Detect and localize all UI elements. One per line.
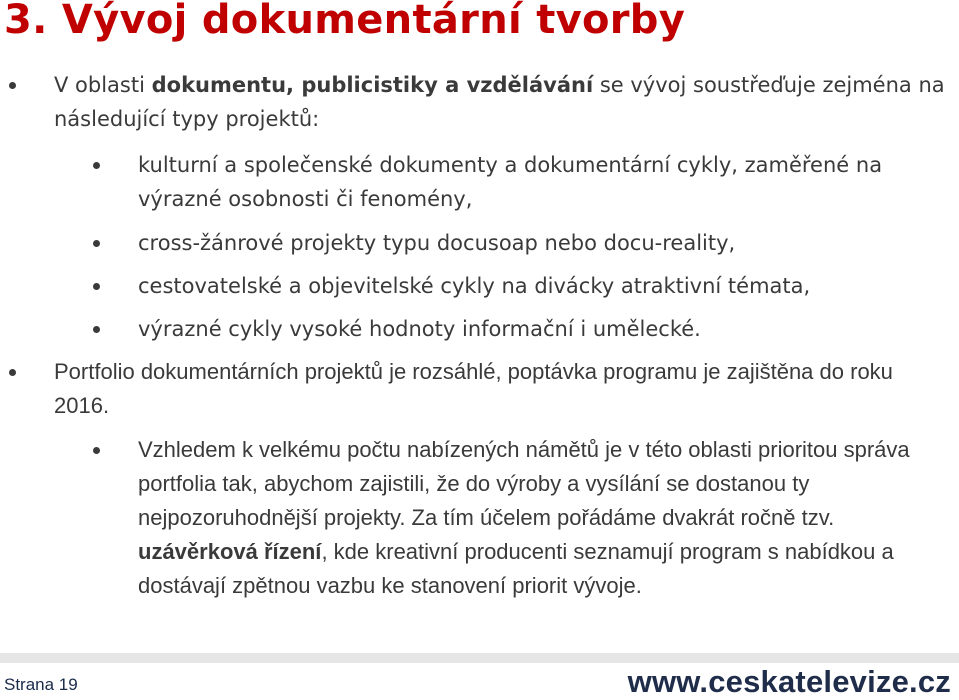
bullet-dot [93, 283, 100, 290]
bullet-text: cross-žánrové projekty typu docusoap nebo docu-reality, [138, 231, 736, 255]
sub-bullet-item-3 [138, 269, 956, 303]
bullet-text: cestovatelské a objevitelské cykly na divácky atraktivní témata, [138, 274, 811, 298]
sub-bullet-item-2 [138, 226, 956, 260]
bullet-text: V oblasti dokumentu, publicistiky a vzdělávání se vývoj soustřeďuje zejména na následující typy projektů: [54, 73, 945, 131]
bullet-text: Portfolio dokumentárních projektů je rozsáhlé, poptávka programu je zajištěna do roku 2016. [54, 359, 893, 418]
bullet-dot [9, 82, 16, 89]
website-link[interactable]: www.ceskatelevize.cz [627, 664, 951, 699]
slide-title: 3. Vývoj dokumentární tvorby [4, 0, 686, 43]
bullet-text: Vzhledem k velkému počtu nabízených námětů je v této oblasti prioritou správa portfolia tak, abychom zajistili, že do výroby a vysílání se dostanou ty nejpozoruhodnější projekty. Za tím účelem pořádáme dvakrát ročně tzv. uzávěrková řízení, kde kreativní producenti seznamují program s nabídkou a dostávají zpětnou vazbu ke stanovení priorit vývoje. [138, 437, 910, 598]
bullet-dot [9, 369, 16, 376]
bullet-dot [93, 240, 100, 247]
bullet-dot [93, 162, 100, 169]
page-number: Strana 19 [4, 675, 78, 694]
footer-divider [0, 653, 959, 663]
bullet-dot [93, 326, 100, 333]
bullet-text: výrazné cykly vysoké hodnoty informační i umělecké. [138, 317, 701, 341]
bullet-text: kulturní a společenské dokumenty a dokumentární cykly, zaměřené na výrazné osobnosti či fenomény, [138, 153, 883, 211]
bullet-item-1 [54, 68, 954, 136]
bullet-dot [93, 447, 100, 454]
bullet-item-2 [54, 355, 954, 423]
sub-bullet-item-1 [138, 148, 956, 216]
sub-bullet-item-4 [138, 312, 956, 346]
sub-bullet-item-5 [138, 433, 956, 603]
